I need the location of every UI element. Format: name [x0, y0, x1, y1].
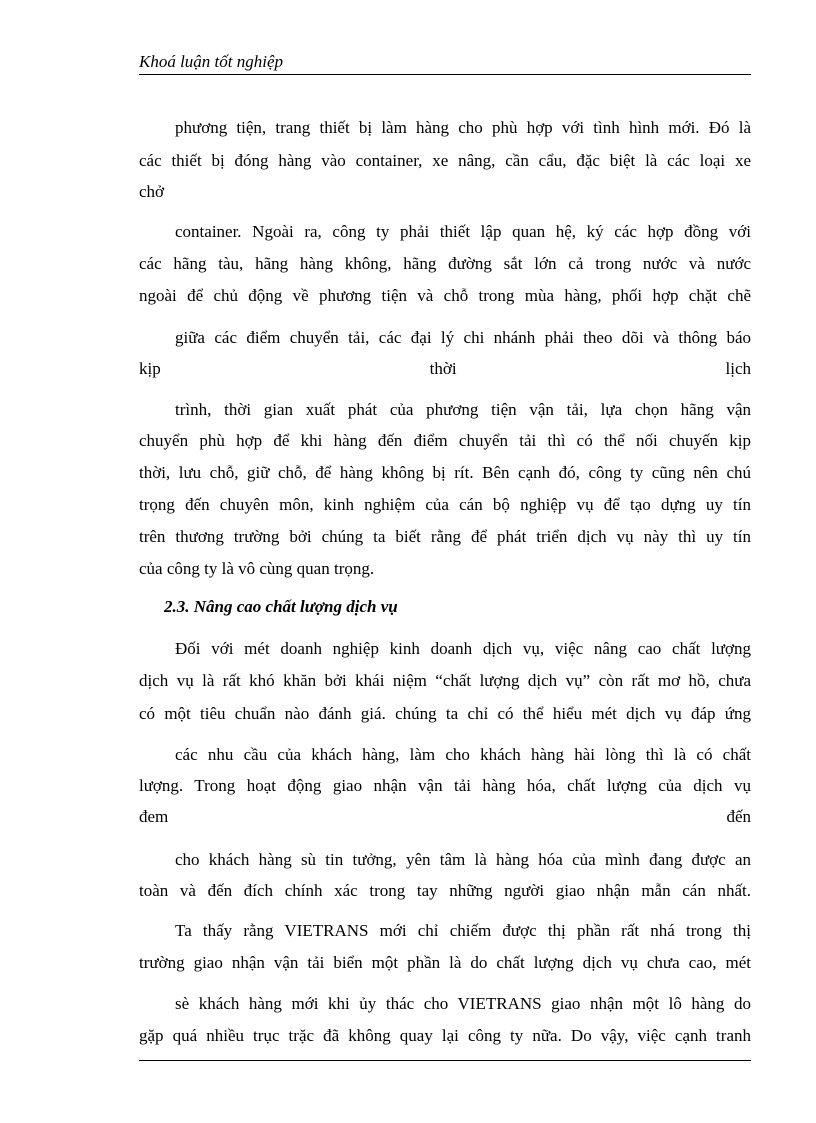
paragraph-line: chở: [139, 182, 165, 201]
paragraph-line: các hãng tàu, hãng hàng không, hãng đường sắt lớn cả trong nước và nước: [139, 254, 751, 273]
paragraph-line: đem đến: [139, 807, 751, 826]
paragraph-line: phương tiện, trang thiết bị làm hàng cho phù hợp với tình hình mới. Đó là: [175, 118, 751, 137]
paragraph-line: chuyển phù hợp để khi hàng đến điểm chuyển tải thì có thể nối chuyến kịp: [139, 431, 751, 450]
paragraph-line: trình, thời gian xuất phát của phương tiện vận tải, lựa chọn hãng vận: [175, 400, 751, 419]
header-title: Khoá luận tốt nghiệp: [139, 52, 284, 71]
paragraph-line: toàn và đến đích chính xác trong tay những người giao nhận mẫn cán nhất.: [139, 881, 751, 900]
paragraph-line: thời, lưu chỗ, giữ chỗ, để hàng không bị rít. Bên cạnh đó, công ty cũng nên chú: [139, 463, 751, 482]
paragraph-line: trường giao nhận vận tải biển một phần là do chất lượng dịch vụ chưa cao, mét: [139, 953, 751, 972]
paragraph-line: dịch vụ là rất khó khăn bởi khái niệm “chất lượng dịch vụ” còn rất mơ hồ, chưa: [139, 671, 751, 690]
paragraph-line: ngoài để chủ động về phương tiện và chỗ trong mùa hàng, phối hợp chặt chẽ: [139, 286, 751, 305]
page-header: [139, 50, 751, 75]
paragraph-line: gặp quá nhiều trục trặc đã không quay lại công ty nữa. Do vậy, việc cạnh tranh: [139, 1026, 751, 1045]
paragraph-line: Ta thấy rằng VIETRANS mới chỉ chiếm được thị phần rất nhá trong thị: [175, 921, 751, 940]
paragraph-line: cho khách hàng sù tin tưởng, yên tâm là hàng hóa của mình đang được an: [175, 850, 751, 869]
section-heading: 2.3. Nâng cao chất lượng dịch vụ: [164, 597, 398, 616]
paragraph-line: trên thương trường bởi chúng ta biết rằng để phát triển dịch vụ này thì uy tín: [139, 527, 751, 546]
footer-rule: [139, 1060, 751, 1061]
paragraph-line: container. Ngoài ra, công ty phải thiết lập quan hệ, ký các hợp đồng với: [175, 222, 751, 241]
paragraph-line: lượng. Trong hoạt động giao nhận vận tải hàng hóa, chất lượng của dịch vụ: [139, 776, 751, 795]
paragraph-line: giữa các điểm chuyển tải, các đại lý chi nhánh phải theo dõi và thông báo: [175, 328, 751, 347]
paragraph-line: kịp thời lịch: [139, 359, 751, 378]
paragraph-line: các nhu cầu của khách hàng, làm cho khách hàng hài lòng thì là có chất: [175, 745, 751, 764]
paragraph-line: Đối với mét doanh nghiệp kinh doanh dịch vụ, việc nâng cao chất lượng: [175, 639, 751, 658]
paragraph-line: của công ty là vô cùng quan trọng.: [139, 559, 375, 578]
paragraph-line: sè khách hàng mới khi ủy thác cho VIETRANS giao nhận một lô hàng do: [175, 994, 751, 1013]
paragraph-line: trọng đến chuyên môn, kinh nghiệm của cán bộ nghiệp vụ để tạo dựng uy tín: [139, 495, 751, 514]
paragraph-line: các thiết bị đóng hàng vào container, xe nâng, cần cẩu, đặc biệt là các loại xe: [139, 151, 751, 170]
paragraph-line: có một tiêu chuẩn nào đánh giá. chúng ta chỉ có thể hiểu mét dịch vụ đáp ứng: [139, 704, 751, 723]
